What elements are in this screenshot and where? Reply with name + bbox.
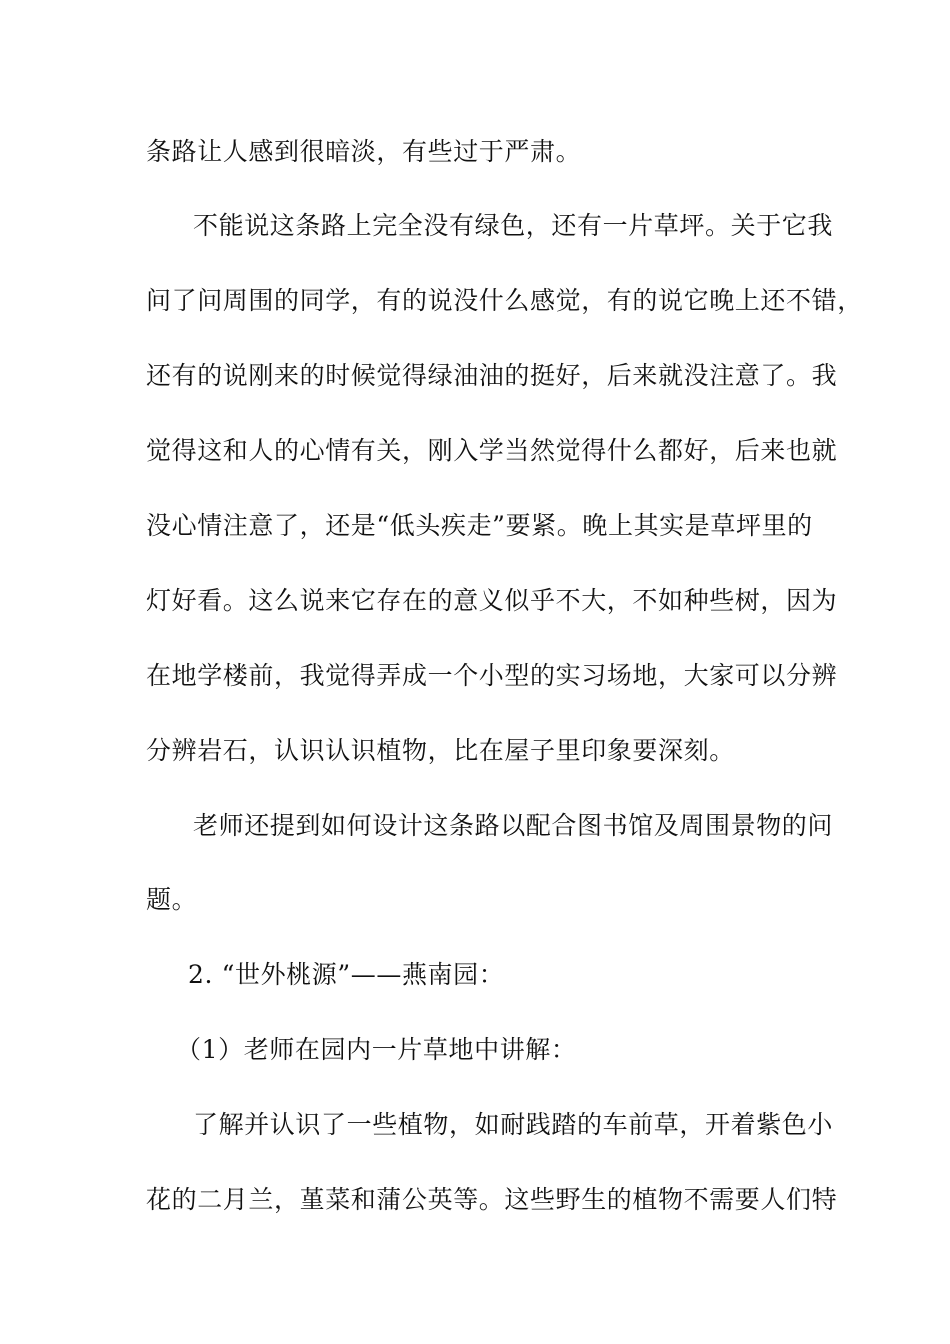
paragraph-line: 不能说这条路上完全没有绿色，还有一片草坪。关于它我 bbox=[193, 211, 834, 240]
paragraph-line: 在地学楼前，我觉得弄成一个小型的实习场地，大家可以分辨 bbox=[146, 661, 838, 690]
paragraph-line: 没心情注意了，还是“低头疾走”要紧。晚上其实是草坪里的 bbox=[146, 511, 813, 540]
paragraph-line: 花的二月兰，堇菜和蒲公英等。这些野生的植物不需要人们特 bbox=[146, 1185, 838, 1214]
paragraph-line: 问了问周围的同学，有的说没什么感觉，有的说它晚上还不错， bbox=[146, 286, 863, 315]
paragraph-line: 题。 bbox=[146, 885, 198, 914]
paragraph-line: 分辨岩石，认识认识植物，比在屋子里印象要深刻。 bbox=[146, 736, 735, 765]
paragraph-line: 还有的说刚来的时候觉得绿油油的挺好，后来就没注意了。我 bbox=[146, 361, 838, 390]
paragraph-line: 老师还提到如何设计这条路以配合图书馆及周围景物的问 bbox=[193, 811, 834, 840]
paragraph-line: 灯好看。这么说来它存在的意义似乎不大，不如种些树，因为 bbox=[146, 586, 838, 615]
section-heading: 2. “世外桃源”——燕南园： bbox=[188, 960, 505, 989]
paragraph-line: 了解并认识了一些植物，如耐践踏的车前草，开着紫色小 bbox=[193, 1110, 834, 1139]
paragraph-line: 觉得这和人的心情有关，刚入学当然觉得什么都好，后来也就 bbox=[146, 436, 838, 465]
paragraph-line: 条路让人感到很暗淡，有些过于严肃。 bbox=[146, 137, 582, 166]
subsection-heading: （1）老师在园内一片草地中讲解： bbox=[176, 1035, 577, 1064]
